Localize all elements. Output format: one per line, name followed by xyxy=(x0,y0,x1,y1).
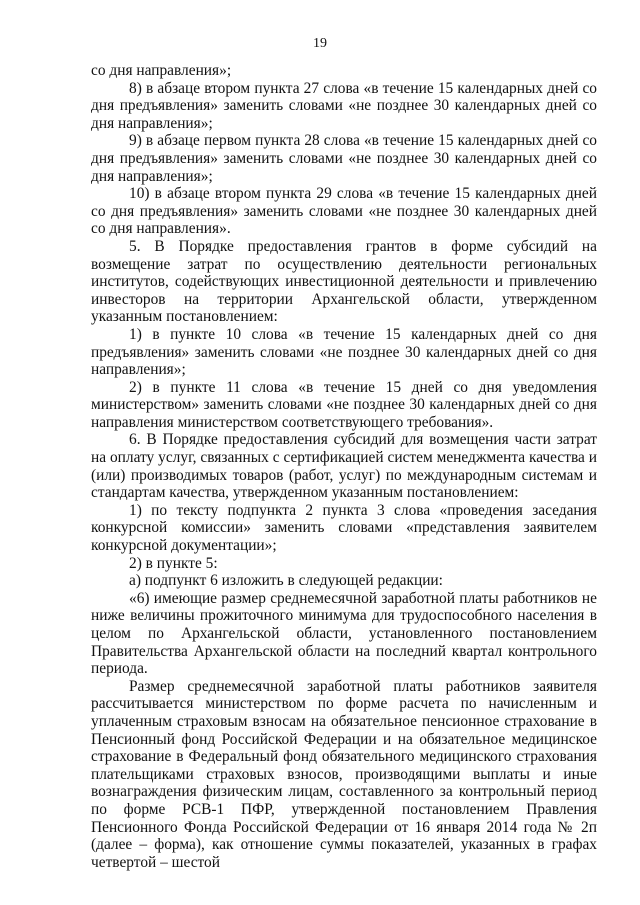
paragraph: 9) в абзаце первом пункта 28 слова «в течение 15 календарных дней со дня предъявления» заменить словами «не позднее 30 календарных дней со дня направления»; xyxy=(91,132,597,185)
paragraph: 6. В Порядке предоставления субсидий для возмещения части затрат на оплату услуг, связанных с сертификацией систем менеджмента качества и (или) производимых товаров (работ, услуг) по международным системам и стандартам качества, утвержденном указанным постановлением: xyxy=(91,431,597,502)
paragraph: со дня направления»; xyxy=(91,62,232,79)
paragraph: 1) в пункте 10 слова «в течение 15 календарных дней со дня предъявления» заменить словами «не позднее 30 календарных дней со дня направления»; xyxy=(91,325,597,379)
paragraph: 1) по тексту подпункта 2 пункта 3 слова «проведения заседания конкурсной комиссии» заменить словами «представления заявителем конкурсной документации»; xyxy=(91,501,597,555)
paragraph: а) подпункт 6 изложить в следующей редакции: xyxy=(129,572,443,590)
paragraph: 10) в абзаце втором пункта 29 слова «в течение 15 календарных дней со дня предъявления» заменить словами «не позднее 30 календарных дней со дня направления». xyxy=(91,185,597,238)
paragraph: 2) в пункте 5: xyxy=(129,554,218,572)
paragraph: 5. В Порядке предоставления грантов в форме субсидий на возмещение затрат по осуществлению деятельности региональных институтов, содействующих инвестиционной деятельности и привлечению инвесторов на территории Архангельской области, утвержденном указанным постановлением: xyxy=(91,237,597,326)
page-number: 19 xyxy=(313,36,327,51)
paragraph: «6) имеющие размер среднемесячной заработной платы работников не ниже величины прожиточного минимума для трудоспособного населения в целом по Архангельской области, установленного постановлением Правительства Архангельской области на последний квартал контрольного периода. xyxy=(91,589,597,678)
paragraph: 2) в пункте 11 слова «в течение 15 дней со дня уведомления министерством» заменить словами «не позднее 30 календарных дней со дня направления министерством соответствующего требования». xyxy=(91,378,597,431)
document-body xyxy=(91,62,597,871)
paragraph: Размер среднемесячной заработной платы работников заявителя рассчитывается министерством по форме расчета по начисленным и уплаченным страховым взносам на обязательное пенсионное страхование в Пенсионный фонд Российской Федерации и на обязательное медицинское страхование в Федеральный фонд обязательного медицинского страхования плательщиками страховых взносов, производящими выплаты и иные вознаграждения физическим лицам, составленного за контрольный период по форме РСВ-1 ПФР, утвержденной постановлением Правления Пенсионного Фонда Российской Федерации от 16 января 2014 года № 2п (далее – форма), как отношение суммы показателей, указанных в графах четвертой – шестой xyxy=(91,677,597,871)
paragraph: 8) в абзаце втором пункта 27 слова «в течение 15 календарных дней со дня предъявления» заменить словами «не позднее 30 календарных дней со дня направления»; xyxy=(91,79,597,132)
